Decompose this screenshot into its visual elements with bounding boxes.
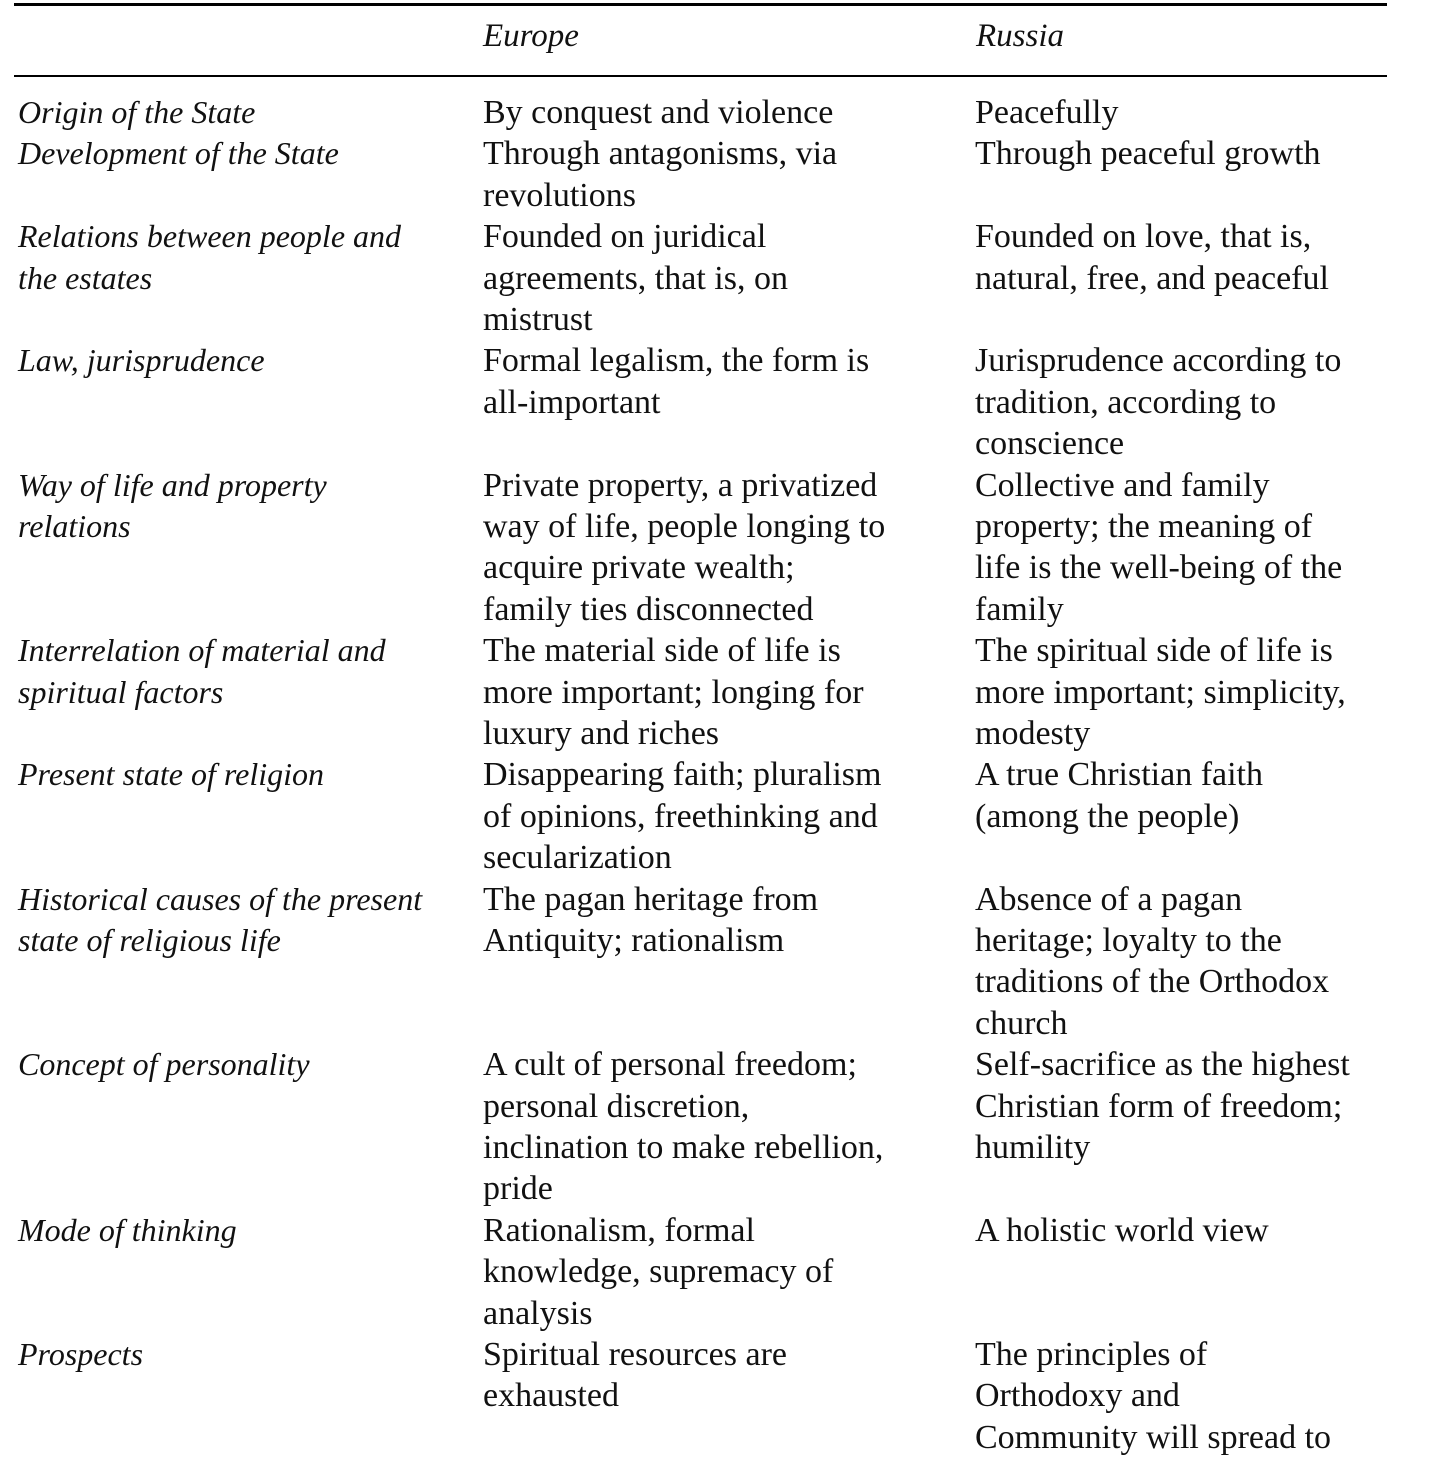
table-row [0, 92, 1429, 133]
table-row [0, 340, 1429, 464]
cell-line: analysis [483, 1294, 593, 1332]
table-row [0, 1334, 1429, 1458]
cell-line: more important; longing for [483, 673, 864, 711]
cell-line: agreements, that is, on [483, 259, 788, 297]
cell-line: acquire private wealth; [483, 549, 795, 587]
aspect-cell [18, 1210, 237, 1251]
cell-line: traditions of the Orthodox [975, 963, 1330, 1001]
cell-line: more important; simplicity, [975, 673, 1346, 711]
cell-line: humility [975, 1128, 1091, 1166]
aspect-cell [18, 340, 265, 381]
cell-line: of opinions, freethinking and [483, 797, 878, 835]
cell-line: Development of the State [18, 135, 339, 172]
aspect-cell [18, 92, 255, 133]
cell-line: inclination to make rebellion, [483, 1128, 884, 1166]
cell-line: mistrust [483, 301, 593, 338]
cell-line: tradition, according to [975, 383, 1277, 421]
cell-line: The pagan heritage from [483, 880, 819, 918]
cell-line: natural, free, and peaceful [975, 259, 1329, 297]
cell-line: Origin of the State [18, 94, 256, 130]
cell-line: Law, jurisprudence [18, 342, 265, 379]
russia-cell [975, 465, 1342, 631]
cell-line: Concept of personality [18, 1046, 310, 1083]
cell-line: secularization [483, 839, 672, 877]
cell-line: Collective and family [975, 466, 1270, 504]
cell-line: property; the meaning of [975, 507, 1313, 545]
russia-cell [975, 1334, 1331, 1458]
cell-line: Mode of thinking [18, 1211, 237, 1248]
table-row [0, 216, 1429, 340]
cell-line: Self-sacrifice as the highest [975, 1046, 1350, 1084]
cell-line: The principles of [975, 1335, 1208, 1373]
cell-line: luxury and riches [483, 714, 720, 752]
europe-cell [483, 879, 818, 962]
aspect-cell [18, 754, 324, 795]
table-top-rule [14, 3, 1387, 6]
russia-cell [975, 879, 1329, 1045]
cell-line: conscience [975, 425, 1125, 463]
cell-line: Private property, a privatized [483, 466, 878, 504]
cell-line: Way of life and property [18, 466, 327, 503]
cell-line: Spiritual resources are [483, 1335, 787, 1373]
cell-line: Absence of a pagan [975, 880, 1243, 918]
cell-line: Antiquity; rationalism [483, 921, 785, 959]
cell-line: Orthodoxy and [975, 1377, 1180, 1415]
cell-line: modesty [975, 714, 1091, 752]
header-rule [14, 75, 1387, 77]
aspect-cell [18, 465, 327, 548]
europe-cell [483, 1044, 883, 1210]
cell-line: Peacefully [975, 94, 1119, 131]
cell-line: (among the people) [975, 797, 1240, 835]
cell-line: The material side of life is [483, 632, 841, 670]
cell-line: exhausted [483, 1377, 619, 1415]
header-russia: Russia [976, 18, 1065, 54]
cell-line: the estates [18, 259, 153, 296]
cell-line: family ties disconnected [483, 590, 814, 628]
russia-cell [975, 216, 1329, 299]
cell-line: Through peaceful growth [975, 135, 1321, 173]
europe-cell [483, 133, 837, 216]
cell-line: church [975, 1004, 1068, 1042]
aspect-cell [18, 216, 401, 299]
aspect-cell [18, 630, 386, 713]
table-row [0, 133, 1429, 216]
cell-line: Founded on love, that is, [975, 218, 1312, 256]
cell-line: state of religious life [18, 921, 281, 958]
cell-line: A holistic world view [975, 1211, 1269, 1249]
aspect-cell [18, 1044, 310, 1085]
cell-line: By conquest and violence [483, 94, 834, 131]
europe-cell [483, 340, 869, 423]
table-row [0, 1210, 1429, 1334]
table-row [0, 754, 1429, 878]
russia-cell [975, 630, 1346, 754]
cell-line: pride [483, 1170, 553, 1208]
europe-cell [483, 754, 881, 878]
cell-line: relations [18, 507, 131, 544]
russia-cell [975, 1044, 1350, 1168]
russia-cell [975, 92, 1119, 133]
cell-line: Founded on juridical [483, 218, 767, 256]
russia-cell [975, 754, 1263, 837]
cell-line: Relations between people and [18, 218, 402, 255]
russia-cell [975, 340, 1341, 464]
cell-line: spiritual factors [18, 673, 224, 710]
cell-line: Present state of religion [18, 756, 325, 793]
aspect-cell [18, 133, 339, 174]
europe-cell [483, 92, 833, 133]
russia-cell [975, 133, 1321, 174]
cell-line: Community will spread to [975, 1418, 1332, 1456]
europe-cell [483, 465, 885, 631]
cell-line: family [975, 590, 1064, 628]
cell-line: life is the well-being of the [975, 549, 1343, 587]
cell-line: Christian form of freedom; [975, 1087, 1343, 1125]
cell-line: A cult of personal freedom; [483, 1046, 857, 1084]
europe-cell [483, 1210, 833, 1334]
cell-line: personal discretion, [483, 1087, 750, 1125]
cell-line: The spiritual side of life is [975, 632, 1333, 670]
aspect-cell [18, 1334, 143, 1375]
cell-line: all-important [483, 383, 661, 421]
cell-line: Historical causes of the present [18, 880, 423, 917]
cell-line: Disappearing faith; pluralism [483, 756, 882, 794]
cell-line: revolutions [483, 176, 636, 214]
cell-line: knowledge, supremacy of [483, 1253, 834, 1291]
cell-line: Interrelation of material and [18, 632, 386, 669]
table-row [0, 879, 1429, 1045]
europe-cell [483, 630, 864, 754]
table-row [0, 465, 1429, 631]
europe-cell [483, 216, 788, 340]
cell-line: Prospects [18, 1335, 144, 1372]
cell-line: Rationalism, formal [483, 1211, 755, 1249]
table-row [0, 630, 1429, 754]
cell-line: heritage; loyalty to the [975, 921, 1282, 959]
cell-line: way of life, people longing to [483, 507, 886, 545]
cell-line: Formal legalism, the form is [483, 342, 870, 380]
europe-cell [483, 1334, 787, 1417]
cell-line: Through antagonisms, via [483, 135, 838, 173]
cell-line: Jurisprudence according to [975, 342, 1342, 380]
aspect-cell [18, 879, 422, 962]
header-europe: Europe [483, 18, 579, 54]
comparison-table-body [0, 92, 1429, 1458]
table-row [0, 1044, 1429, 1210]
cell-line: A true Christian faith [975, 756, 1264, 794]
russia-cell [975, 1210, 1269, 1251]
